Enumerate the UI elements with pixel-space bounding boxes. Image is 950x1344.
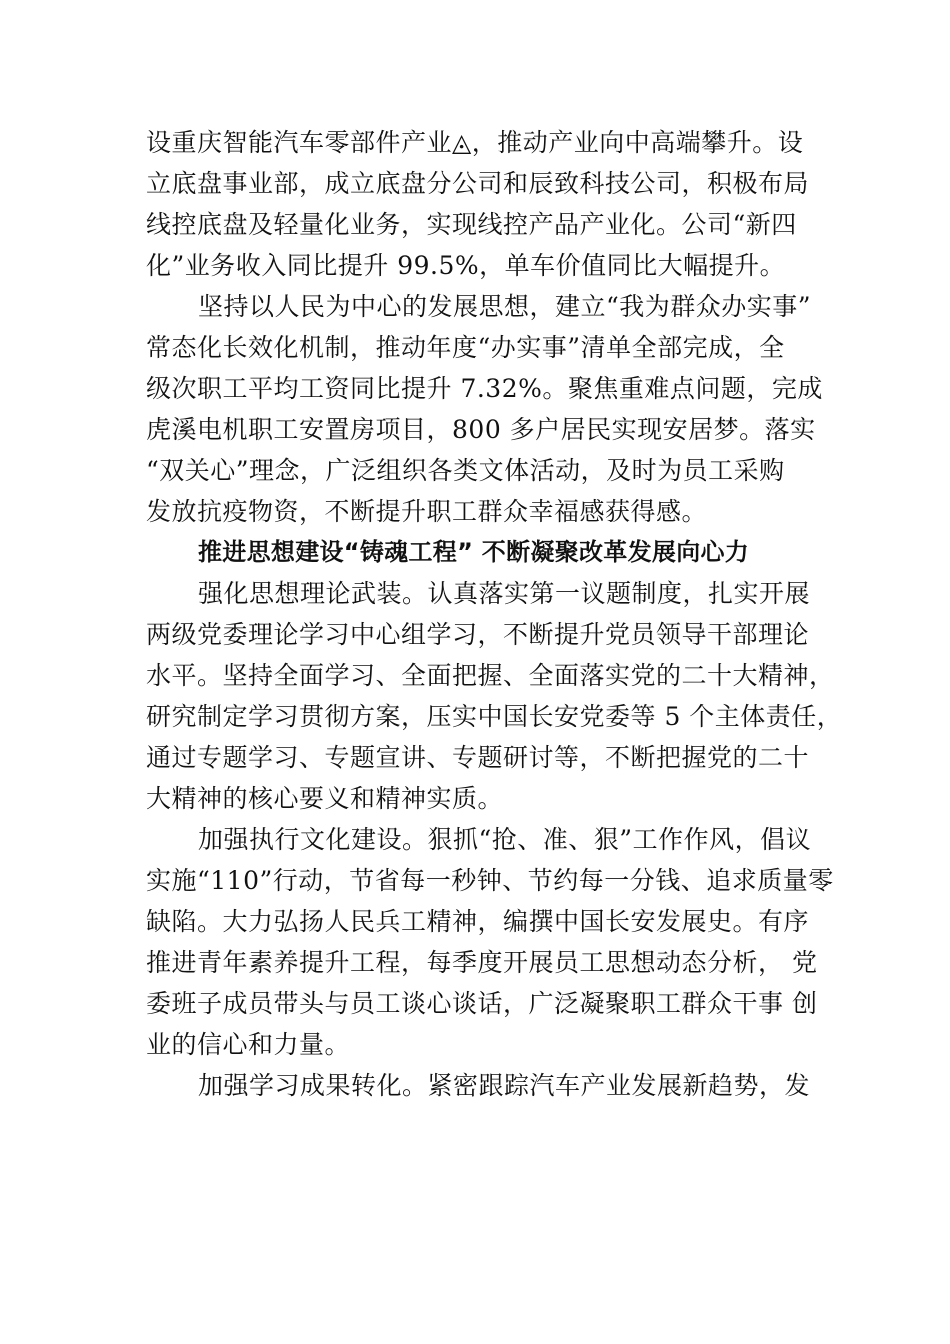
text-line: 设重庆智能汽车零部件产业◬，推动产业向中高端攀升。设	[146, 128, 804, 157]
text-line: “双关心”理念，广泛组织各类文体活动，及时为员工采购	[146, 456, 785, 485]
text-line: 发放抗疫物资，不断提升职工群众幸福感获得感。	[146, 497, 708, 526]
paragraph-start-line: 加强执行文化建设。狠抓“抢、准、狠”工作作风，倡议	[198, 825, 812, 854]
text-line: 实施“110”行动，节省每一秒钟、节约每一分钱、追求质量零	[146, 866, 834, 895]
text-line: 大精神的核心要义和精神实质。	[146, 784, 504, 813]
paragraph-start-line: 加强学习成果转化。紧密跟踪汽车产业发展新趋势，发	[198, 1071, 811, 1100]
text-line: 研究制定学习贯彻方案，压实中国长安党委等 5 个主体责任，	[146, 702, 843, 731]
text-line: 线控底盘及轻量化业务，实现线控产品产业化。公司“新四	[146, 210, 797, 239]
paragraph-start-line: 坚持以人民为中心的发展思想，建立“我为群众办实事”	[198, 292, 812, 321]
text-line: 虎溪电机职工安置房项目，800 多户居民实现安居梦。落实	[146, 415, 816, 444]
text-line: 缺陷。大力弘扬人民兵工精神，编撰中国长安发展史。有序	[146, 907, 810, 936]
text-line: 常态化长效化机制，推动年度“办实事”清单全部完成，全	[146, 333, 785, 362]
text-line: 水平。坚持全面学习、全面把握、全面落实党的二十大精神，	[146, 661, 835, 690]
text-line: 两级党委理论学习中心组学习，不断提升党员领导干部理论	[146, 620, 810, 649]
document-body	[146, 122, 843, 1106]
paragraph-start-line: 强化思想理论武装。认真落实第一议题制度，扎实开展	[198, 579, 811, 608]
text-line: 立底盘事业部，成立底盘分公司和辰致科技公司，积极布局	[146, 169, 810, 198]
text-line: 级次职工平均工资同比提升 7.32%。聚焦重难点问题，完成	[146, 374, 823, 403]
text-line: 通过专题学习、专题宣讲、专题研讨等，不断把握党的二十	[146, 743, 810, 772]
text-line: 化”业务收入同比提升 99.5%，单车价值同比大幅提升。	[146, 251, 786, 280]
section-heading: 推进思想建设“铸魂工程” 不断凝聚改革发展向心力	[198, 538, 750, 566]
text-line: 推进青年素养提升工程，每季度开展员工思想动态分析， 党	[146, 948, 818, 977]
text-line: 业的信心和力量。	[146, 1030, 351, 1059]
text-line: 委班子成员带头与员工谈心谈话，广泛凝聚职工群众干事 创	[146, 989, 818, 1018]
